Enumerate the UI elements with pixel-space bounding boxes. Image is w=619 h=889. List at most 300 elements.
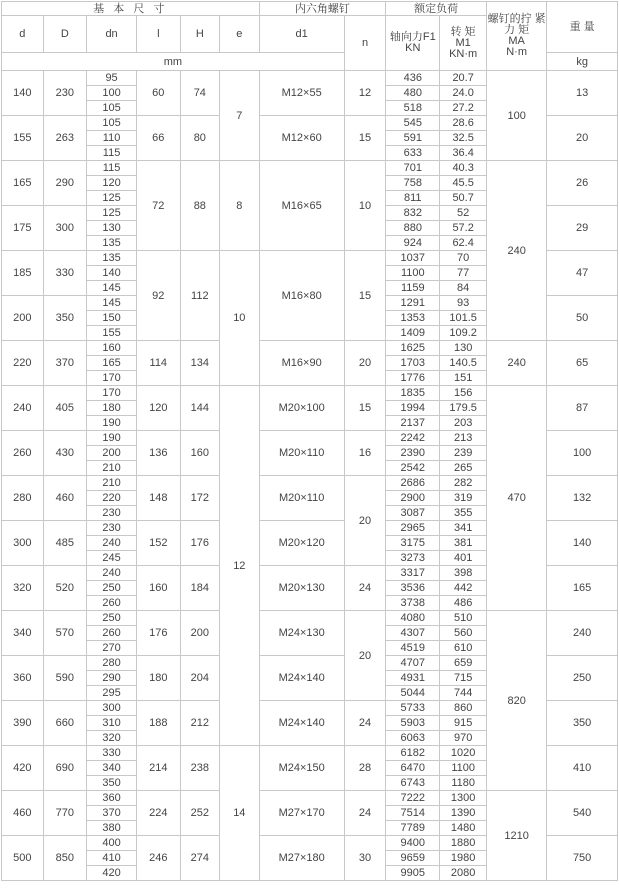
cell-f1: 4519: [386, 641, 440, 656]
cell-f1: 7514: [386, 806, 440, 821]
cell-dn: 245: [87, 551, 137, 566]
cell-m1: 401: [440, 551, 487, 566]
cell-dn: 160: [87, 341, 137, 356]
cell-D: 770: [43, 791, 87, 836]
cell-weight: 20: [547, 116, 618, 161]
col-header-m1-unit: KN·m: [449, 47, 478, 60]
cell-f1: 4931: [386, 671, 440, 686]
cell-dn: 165: [87, 356, 137, 371]
cell-m1: 20.7: [440, 71, 487, 86]
cell-H: 184: [180, 566, 219, 611]
cell-f1: 5733: [386, 701, 440, 716]
cell-l: 148: [136, 476, 180, 521]
cell-dn: 130: [87, 221, 137, 236]
cell-l: 188: [136, 701, 180, 746]
cell-dn: 135: [87, 251, 137, 266]
cell-dn: 115: [87, 146, 137, 161]
cell-f1: 9905: [386, 866, 440, 881]
cell-l: 60: [136, 71, 180, 116]
cell-weight: 410: [547, 746, 618, 791]
cell-n: 24: [344, 566, 386, 611]
cell-d1: M20×100: [259, 386, 344, 431]
cell-D: 290: [43, 161, 87, 206]
group-basic-dimensions: 基 本 尺 寸: [2, 2, 260, 16]
cell-m1: 970: [440, 731, 487, 746]
cell-e: 10: [220, 251, 260, 386]
cell-d: 340: [2, 611, 44, 656]
cell-dn: 260: [87, 626, 137, 641]
cell-m1: 1020: [440, 746, 487, 761]
cell-f1: 1159: [386, 281, 440, 296]
cell-dn: 120: [87, 176, 137, 191]
cell-f1: 3273: [386, 551, 440, 566]
cell-l: 120: [136, 386, 180, 431]
cell-n: 15: [344, 116, 386, 161]
cell-weight: 100: [547, 431, 618, 476]
cell-dn: 410: [87, 851, 137, 866]
cell-weight: 65: [547, 341, 618, 386]
cell-d: 280: [2, 476, 44, 521]
col-header-n: n: [344, 16, 386, 71]
cell-m1: 151: [440, 371, 487, 386]
cell-e: 8: [220, 161, 260, 251]
cell-ma: 1210: [487, 791, 547, 881]
cell-m1: 265: [440, 461, 487, 476]
cell-m1: 40.3: [440, 161, 487, 176]
cell-d: 155: [2, 116, 44, 161]
cell-dn: 240: [87, 536, 137, 551]
cell-m1: 77: [440, 266, 487, 281]
cell-f1: 3536: [386, 581, 440, 596]
col-header-ma-sub: MA: [508, 35, 525, 47]
cell-f1: 6743: [386, 776, 440, 791]
cell-d1: M24×130: [259, 611, 344, 656]
unit-mm: mm: [2, 53, 345, 71]
cell-f1: 1100: [386, 266, 440, 281]
unit-kg: kg: [547, 53, 618, 71]
cell-n: 20: [344, 611, 386, 701]
cell-dn: 95: [87, 71, 137, 86]
cell-D: 485: [43, 521, 87, 566]
cell-ma: 820: [487, 611, 547, 791]
cell-D: 300: [43, 206, 87, 251]
cell-d: 300: [2, 521, 44, 566]
cell-f1: 1409: [386, 326, 440, 341]
cell-m1: 398: [440, 566, 487, 581]
cell-dn: 310: [87, 716, 137, 731]
cell-dn: 250: [87, 581, 137, 596]
cell-m1: 486: [440, 596, 487, 611]
cell-m1: 57.2: [440, 221, 487, 236]
cell-e: 12: [220, 386, 260, 746]
cell-dn: 280: [87, 656, 137, 671]
cell-dn: 230: [87, 506, 137, 521]
cell-f1: 5903: [386, 716, 440, 731]
cell-m1: 101.5: [440, 311, 487, 326]
cell-dn: 210: [87, 461, 137, 476]
cell-l: 66: [136, 116, 180, 161]
cell-m1: 140.5: [440, 356, 487, 371]
cell-D: 850: [43, 836, 87, 881]
cell-H: 88: [180, 161, 219, 251]
cell-m1: 70: [440, 251, 487, 266]
cell-dn: 230: [87, 521, 137, 536]
col-header-d1: d1: [259, 16, 344, 53]
cell-f1: 3175: [386, 536, 440, 551]
cell-l: 160: [136, 566, 180, 611]
cell-l: 72: [136, 161, 180, 251]
cell-m1: 1180: [440, 776, 487, 791]
cell-D: 460: [43, 476, 87, 521]
cell-d: 420: [2, 746, 44, 791]
cell-d: 260: [2, 431, 44, 476]
cell-f1: 4307: [386, 626, 440, 641]
cell-e: 7: [220, 71, 260, 161]
cell-m1: 355: [440, 506, 487, 521]
cell-dn: 330: [87, 746, 137, 761]
cell-n: 12: [344, 71, 386, 116]
cell-n: 10: [344, 161, 386, 251]
cell-m1: 282: [440, 476, 487, 491]
table-row: [2, 791, 618, 806]
cell-l: 214: [136, 746, 180, 791]
col-header-e: e: [220, 16, 260, 53]
cell-l: 180: [136, 656, 180, 701]
cell-d1: M24×150: [259, 746, 344, 791]
cell-d: 240: [2, 386, 44, 431]
cell-f1: 3317: [386, 566, 440, 581]
col-header-f1-label: 轴向力F1: [389, 31, 436, 43]
cell-f1: 6063: [386, 731, 440, 746]
cell-weight: 140: [547, 521, 618, 566]
cell-dn: 105: [87, 101, 137, 116]
cell-dn: 145: [87, 281, 137, 296]
cell-D: 405: [43, 386, 87, 431]
cell-f1: 1291: [386, 296, 440, 311]
cell-f1: 633: [386, 146, 440, 161]
cell-f1: 758: [386, 176, 440, 191]
cell-H: 134: [180, 341, 219, 386]
cell-f1: 9400: [386, 836, 440, 851]
cell-H: 204: [180, 656, 219, 701]
cell-m1: 341: [440, 521, 487, 536]
cell-f1: 2542: [386, 461, 440, 476]
cell-f1: 480: [386, 86, 440, 101]
cell-m1: 52: [440, 206, 487, 221]
cell-m1: 130: [440, 341, 487, 356]
cell-dn: 360: [87, 791, 137, 806]
cell-d: 140: [2, 71, 44, 116]
col-header-ma: [487, 2, 547, 71]
cell-m1: 45.5: [440, 176, 487, 191]
cell-m1: 203: [440, 416, 487, 431]
cell-dn: 190: [87, 416, 137, 431]
cell-n: 15: [344, 386, 386, 431]
cell-dn: 180: [87, 401, 137, 416]
cell-l: 224: [136, 791, 180, 836]
cell-dn: 210: [87, 476, 137, 491]
cell-d1: M27×170: [259, 791, 344, 836]
cell-dn: 170: [87, 386, 137, 401]
cell-dn: 155: [87, 326, 137, 341]
table-row: [2, 161, 618, 176]
cell-dn: 140: [87, 266, 137, 281]
cell-H: 112: [180, 251, 219, 341]
cell-weight: 165: [547, 566, 618, 611]
spec-body: [2, 71, 618, 881]
cell-dn: 290: [87, 671, 137, 686]
cell-dn: 260: [87, 596, 137, 611]
cell-l: 136: [136, 431, 180, 476]
cell-m1: 1980: [440, 851, 487, 866]
cell-d1: M24×140: [259, 701, 344, 746]
cell-m1: 36.4: [440, 146, 487, 161]
spec-table: [1, 1, 618, 881]
cell-H: 200: [180, 611, 219, 656]
cell-D: 660: [43, 701, 87, 746]
cell-d: 200: [2, 296, 44, 341]
cell-m1: 62.4: [440, 236, 487, 251]
cell-d: 175: [2, 206, 44, 251]
cell-f1: 9659: [386, 851, 440, 866]
cell-weight: 750: [547, 836, 618, 881]
cell-f1: 2390: [386, 446, 440, 461]
col-header-ma-label: 螺钉的拧 紧力 矩: [487, 13, 546, 36]
cell-m1: 659: [440, 656, 487, 671]
cell-m1: 560: [440, 626, 487, 641]
cell-f1: 924: [386, 236, 440, 251]
cell-dn: 150: [87, 311, 137, 326]
cell-d1: M27×180: [259, 836, 344, 881]
cell-D: 230: [43, 71, 87, 116]
cell-D: 263: [43, 116, 87, 161]
col-header-m1: [440, 16, 487, 71]
cell-dn: 125: [87, 191, 137, 206]
cell-H: 144: [180, 386, 219, 431]
cell-f1: 5044: [386, 686, 440, 701]
cell-f1: 1353: [386, 311, 440, 326]
cell-m1: 32.5: [440, 131, 487, 146]
cell-D: 430: [43, 431, 87, 476]
cell-H: 212: [180, 701, 219, 746]
cell-m1: 28.6: [440, 116, 487, 131]
cell-f1: 6182: [386, 746, 440, 761]
cell-weight: 87: [547, 386, 618, 431]
cell-f1: 701: [386, 161, 440, 176]
cell-weight: 540: [547, 791, 618, 836]
cell-weight: 240: [547, 611, 618, 656]
cell-f1: 1994: [386, 401, 440, 416]
cell-weight: 47: [547, 251, 618, 296]
cell-d: 460: [2, 791, 44, 836]
cell-m1: 744: [440, 686, 487, 701]
cell-weight: 13: [547, 71, 618, 116]
cell-m1: 715: [440, 671, 487, 686]
cell-n: 30: [344, 836, 386, 881]
col-header-dn: dn: [87, 16, 137, 53]
cell-f1: 2137: [386, 416, 440, 431]
cell-m1: 179.5: [440, 401, 487, 416]
cell-d1: M20×130: [259, 566, 344, 611]
cell-m1: 442: [440, 581, 487, 596]
cell-ma: 240: [487, 341, 547, 386]
cell-dn: 370: [87, 806, 137, 821]
cell-dn: 190: [87, 431, 137, 446]
col-header-d: d: [2, 16, 44, 53]
cell-m1: 239: [440, 446, 487, 461]
cell-m1: 1300: [440, 791, 487, 806]
cell-H: 160: [180, 431, 219, 476]
cell-d: 500: [2, 836, 44, 881]
cell-D: 330: [43, 251, 87, 296]
col-header-l: l: [136, 16, 180, 53]
cell-H: 274: [180, 836, 219, 881]
cell-d1: M20×110: [259, 431, 344, 476]
cell-m1: 1880: [440, 836, 487, 851]
cell-dn: 105: [87, 116, 137, 131]
cell-d: 220: [2, 341, 44, 386]
table-row: [2, 386, 618, 401]
cell-dn: 110: [87, 131, 137, 146]
col-header-D: D: [43, 16, 87, 53]
cell-l: 114: [136, 341, 180, 386]
cell-f1: 3738: [386, 596, 440, 611]
cell-m1: 27.2: [440, 101, 487, 116]
cell-m1: 2080: [440, 866, 487, 881]
cell-f1: 2900: [386, 491, 440, 506]
cell-ma: 240: [487, 161, 547, 341]
cell-H: 238: [180, 746, 219, 791]
cell-f1: 1835: [386, 386, 440, 401]
cell-l: 92: [136, 251, 180, 341]
cell-f1: 2686: [386, 476, 440, 491]
cell-dn: 295: [87, 686, 137, 701]
cell-d1: M20×120: [259, 521, 344, 566]
cell-dn: 135: [87, 236, 137, 251]
cell-m1: 1100: [440, 761, 487, 776]
cell-dn: 200: [87, 446, 137, 461]
cell-d: 185: [2, 251, 44, 296]
cell-m1: 381: [440, 536, 487, 551]
cell-d1: M24×140: [259, 656, 344, 701]
cell-f1: 1703: [386, 356, 440, 371]
cell-f1: 1625: [386, 341, 440, 356]
cell-m1: 610: [440, 641, 487, 656]
cell-dn: 170: [87, 371, 137, 386]
group-rated-load: 额定负荷: [386, 2, 487, 16]
cell-dn: 145: [87, 296, 137, 311]
cell-m1: 84: [440, 281, 487, 296]
cell-m1: 319: [440, 491, 487, 506]
cell-H: 176: [180, 521, 219, 566]
cell-m1: 915: [440, 716, 487, 731]
cell-weight: 50: [547, 296, 618, 341]
cell-weight: 250: [547, 656, 618, 701]
cell-l: 152: [136, 521, 180, 566]
cell-dn: 320: [87, 731, 137, 746]
cell-dn: 250: [87, 611, 137, 626]
cell-m1: 860: [440, 701, 487, 716]
cell-d1: M16×90: [259, 341, 344, 386]
cell-f1: 2242: [386, 431, 440, 446]
cell-f1: 4080: [386, 611, 440, 626]
cell-dn: 115: [87, 161, 137, 176]
cell-dn: 100: [87, 86, 137, 101]
cell-l: 176: [136, 611, 180, 656]
cell-m1: 24.0: [440, 86, 487, 101]
col-header-ma-unit: N·m: [506, 46, 528, 58]
cell-D: 570: [43, 611, 87, 656]
cell-d1: M12×55: [259, 71, 344, 116]
cell-d1: M20×110: [259, 476, 344, 521]
col-header-f1: [386, 16, 440, 71]
table-row: [2, 71, 618, 86]
cell-dn: 240: [87, 566, 137, 581]
cell-m1: 510: [440, 611, 487, 626]
cell-dn: 340: [87, 761, 137, 776]
cell-weight: 26: [547, 161, 618, 206]
col-header-weight: 重 量: [547, 2, 618, 53]
cell-f1: 3087: [386, 506, 440, 521]
col-header-m1-label: 转 矩: [450, 25, 476, 38]
cell-H: 172: [180, 476, 219, 521]
cell-f1: 1776: [386, 371, 440, 386]
cell-f1: 4707: [386, 656, 440, 671]
cell-D: 690: [43, 746, 87, 791]
cell-D: 370: [43, 341, 87, 386]
cell-m1: 93: [440, 296, 487, 311]
cell-dn: 350: [87, 776, 137, 791]
cell-dn: 125: [87, 206, 137, 221]
cell-f1: 1037: [386, 251, 440, 266]
cell-f1: 545: [386, 116, 440, 131]
cell-f1: 518: [386, 101, 440, 116]
cell-H: 80: [180, 116, 219, 161]
cell-f1: 880: [386, 221, 440, 236]
table-row: [2, 611, 618, 626]
cell-dn: 420: [87, 866, 137, 881]
cell-D: 350: [43, 296, 87, 341]
cell-weight: 350: [547, 701, 618, 746]
cell-m1: 109.2: [440, 326, 487, 341]
cell-m1: 213: [440, 431, 487, 446]
cell-dn: 270: [87, 641, 137, 656]
cell-n: 28: [344, 746, 386, 791]
cell-ma: 100: [487, 71, 547, 161]
cell-d: 165: [2, 161, 44, 206]
cell-n: 24: [344, 791, 386, 836]
cell-d: 390: [2, 701, 44, 746]
cell-d: 320: [2, 566, 44, 611]
cell-dn: 380: [87, 821, 137, 836]
cell-d1: M12×60: [259, 116, 344, 161]
cell-H: 252: [180, 791, 219, 836]
cell-H: 74: [180, 71, 219, 116]
group-bolt: 内六角螺钉: [259, 2, 386, 16]
cell-n: 15: [344, 251, 386, 341]
col-header-m1-sub: M1: [455, 36, 471, 49]
cell-m1: 156: [440, 386, 487, 401]
cell-n: 16: [344, 431, 386, 476]
cell-dn: 220: [87, 491, 137, 506]
cell-d1: M16×80: [259, 251, 344, 341]
table-row: [2, 341, 618, 356]
cell-f1: 811: [386, 191, 440, 206]
cell-m1: 50.7: [440, 191, 487, 206]
cell-f1: 6470: [386, 761, 440, 776]
cell-D: 590: [43, 656, 87, 701]
cell-weight: 29: [547, 206, 618, 251]
